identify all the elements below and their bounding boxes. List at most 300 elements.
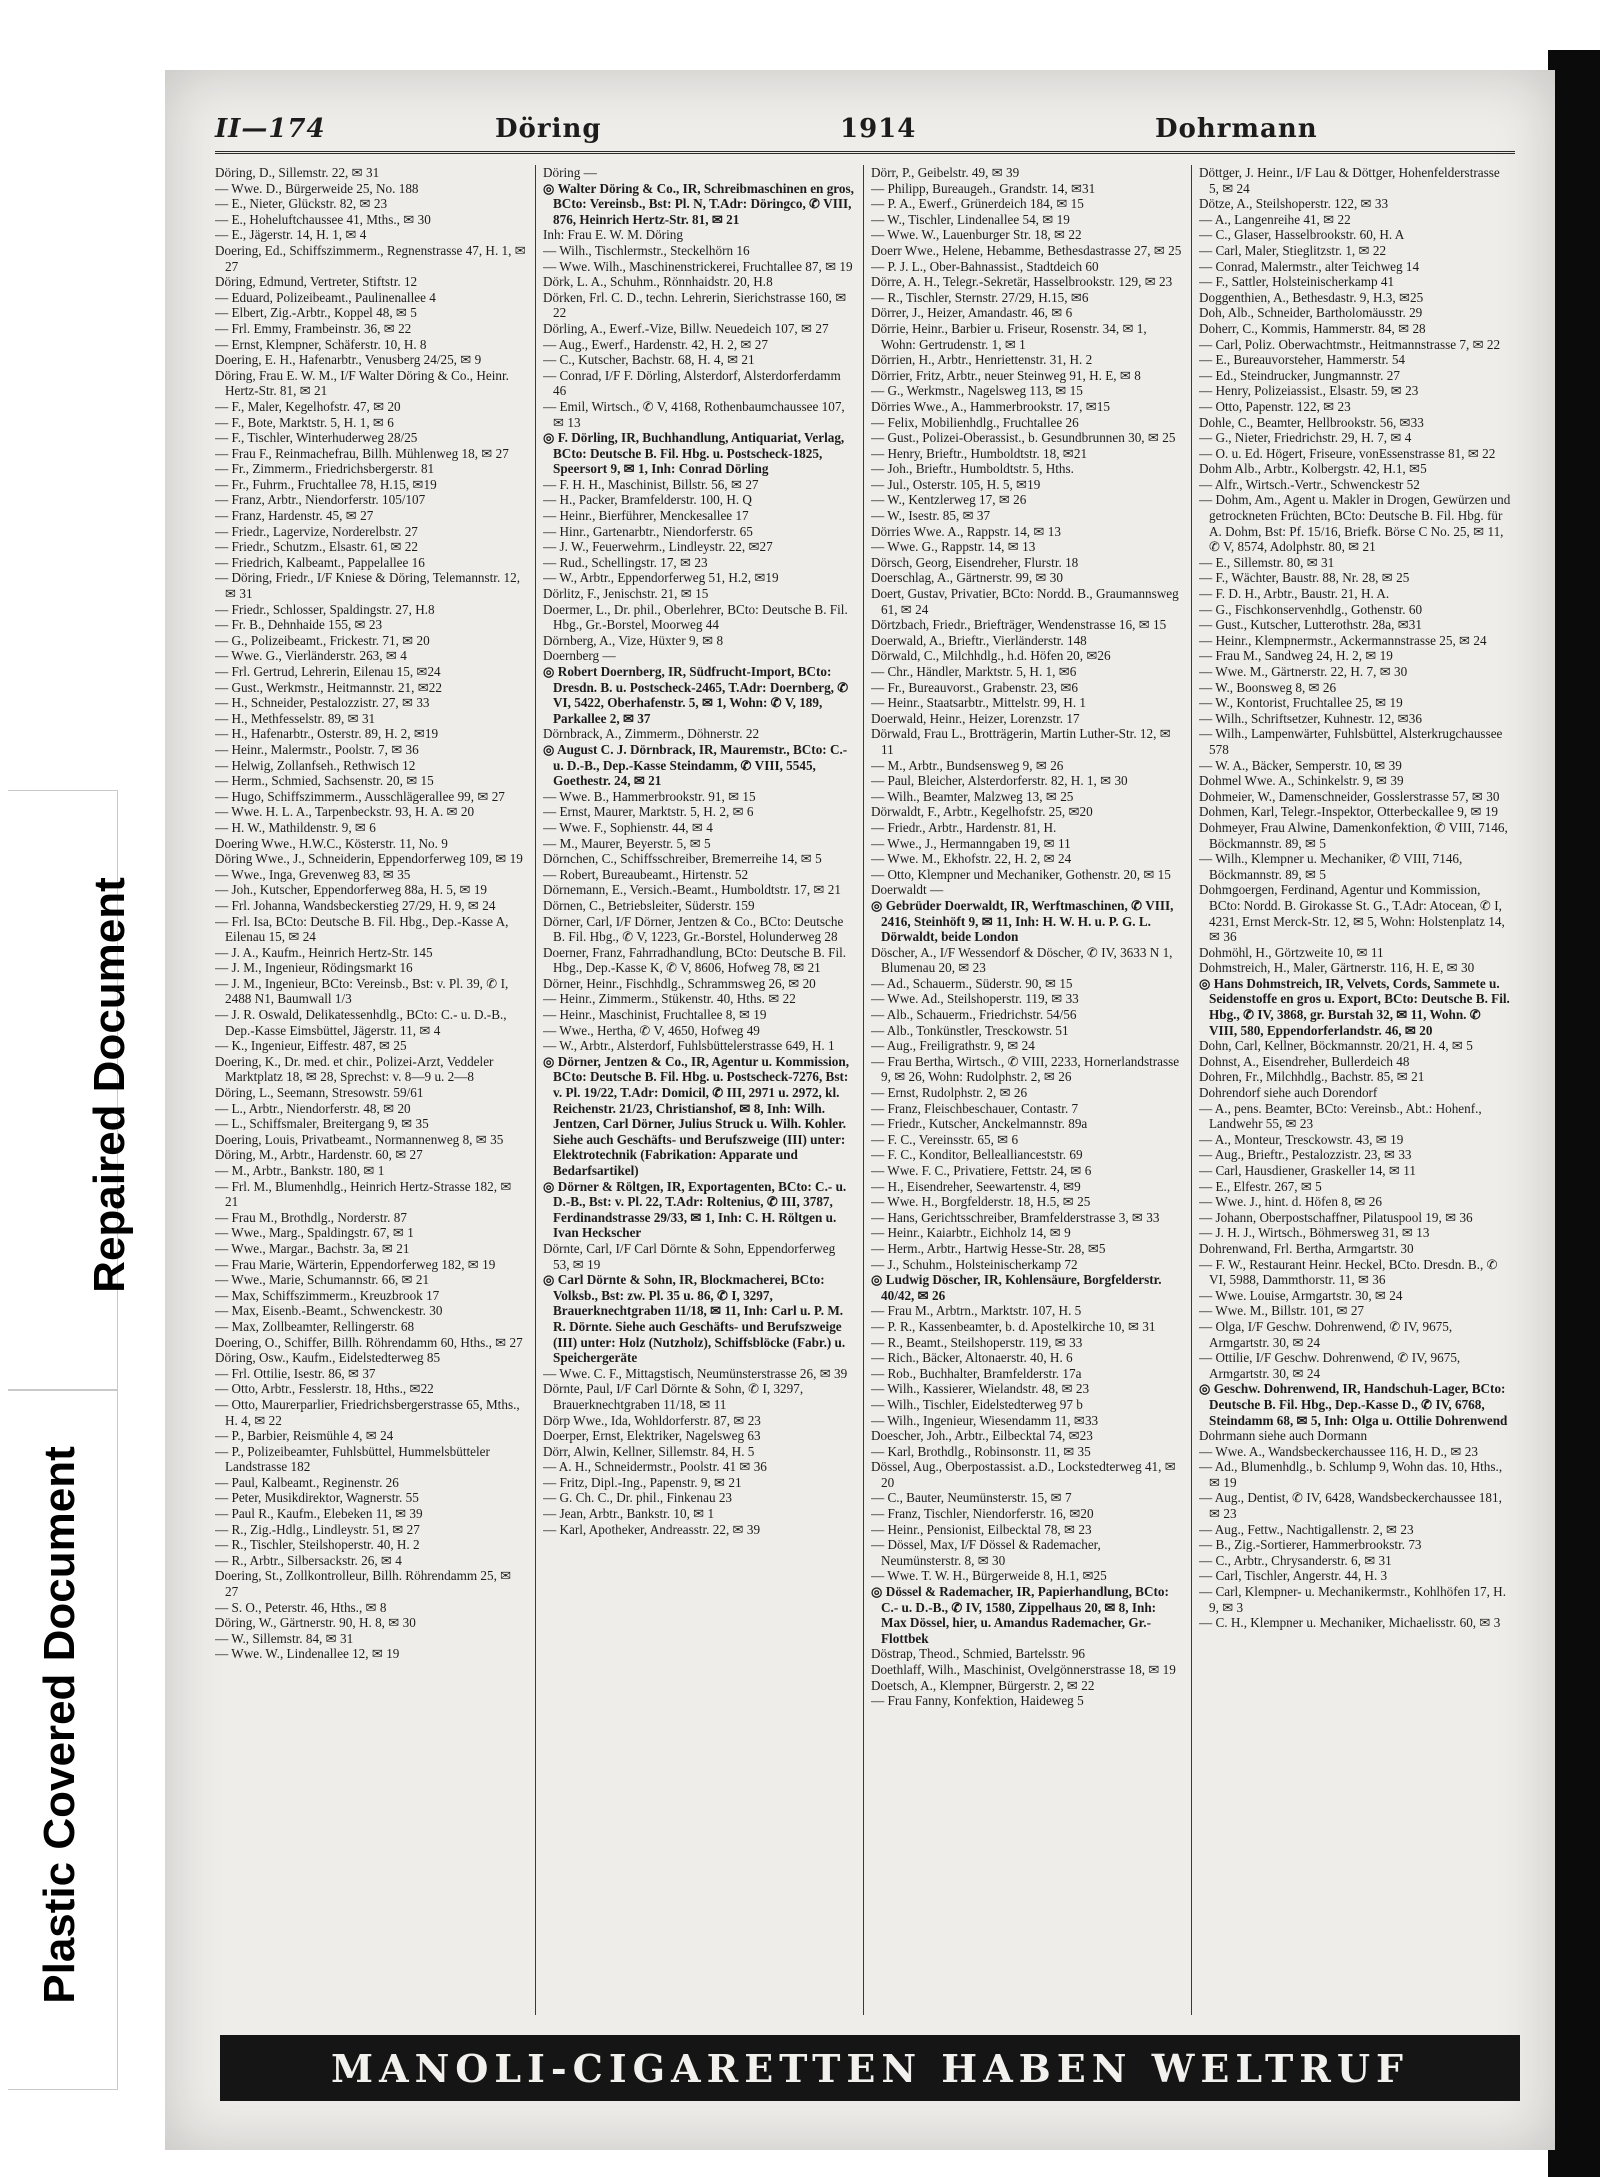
directory-entry: — Frau Bertha, Wirtsch., ✆ VIII, 2233, Hornerlandstrasse 9, ✉ 26, Wohn: Rudolphstr. 2, ✉ 26 (871, 1053, 1180, 1085)
directory-entry: Doerwald, Heinr., Heizer, Lorenzstr. 17 (871, 710, 1080, 726)
directory-entry: — Wwe., Hertha, ✆ V, 4650, Hofweg 49 (543, 1022, 760, 1038)
directory-entry: Dohrendorf siehe auch Dorendorf (1199, 1085, 1378, 1101)
directory-entry: — Aug., Freiligrathstr. 9, ✉ 24 (871, 1038, 1035, 1054)
directory-entry: — W., Kentzlerweg 17, ✉ 26 (871, 492, 1027, 508)
directory-entry: — Alb., Schauerm., Friedrichstr. 54/56 (871, 1007, 1077, 1023)
directory-entry: Doetsch, A., Klempner, Bürgerstr. 2, ✉ 22 (871, 1677, 1095, 1693)
directory-entry: — Frl. Johanna, Wandsbeckerstieg 27/29, H. 9, ✉ 24 (215, 897, 496, 913)
directory-entry: — F., Bote, Marktstr. 5, H. 1, ✉ 6 (215, 414, 394, 430)
directory-entry: — Wwe. B., Hammerbrookstr. 91, ✉ 15 (543, 788, 756, 804)
directory-entry: — Wwe., Margar., Bachstr. 3a, ✉ 21 (215, 1240, 410, 1256)
directory-entry: — Heinr., Malermstr., Poolstr. 7, ✉ 36 (215, 741, 419, 757)
directory-entry: — Wwe. C. F., Mittagstisch, Neumünsterstrasse 26, ✉ 39 (543, 1365, 848, 1381)
directory-entry: Dörrien, H., Arbtr., Henriettenstr. 31, H. 2 (871, 352, 1093, 368)
directory-page (165, 70, 1555, 2150)
directory-entry: — Franz, Arbtr., Niendorferstr. 105/107 (215, 492, 426, 508)
directory-entry: Dörries Wwe. A., Rappstr. 14, ✉ 13 (871, 523, 1061, 539)
directory-entry: Doerr Wwe., Helene, Hebamme, Bethesdastrasse 27, ✉ 25 (871, 242, 1182, 258)
directory-entry: — Friedr., Schutzm., Elsastr. 61, ✉ 22 (215, 539, 418, 555)
directory-entry: — Friedr., Lagervize, Norderelbstr. 27 (215, 523, 418, 539)
directory-entry: Dörken, Frl. C. D., techn. Lehrerin, Sierichstrasse 160, ✉ 22 (543, 289, 847, 321)
directory-entry: — G., Fischkonservenhdlg., Gothenstr. 60 (1199, 601, 1423, 617)
directory-entry: ◎ Walter Döring & Co., IR, Schreibmaschinen en gros, BCto: Vereinsb., Bst: Pl. N, T.Adr: Döringco, ✆ VIII, 876, Heinrich Hertz-Str. 81, ✉ 21 (543, 180, 854, 227)
directory-entry: — Paul R., Kaufm., Elebeken 11, ✉ 39 (215, 1506, 423, 1522)
directory-entry: — Rich., Bäcker, Altonaerstr. 40, H. 6 (871, 1350, 1073, 1366)
directory-entry: — Wwe., Marie, Schumannstr. 66, ✉ 21 (215, 1272, 430, 1288)
directory-entry: — Hinr., Gartenarbtr., Niendorferstr. 65 (543, 523, 753, 539)
directory-entry: — P., Polizeibeamter, Fuhlsbüttel, Hummelsbütteler Landstrasse 182 (215, 1443, 490, 1475)
directory-entry: — W., Boonsweg 8, ✉ 26 (1199, 679, 1337, 695)
directory-entry: — M., Arbtr., Bundsensweg 9, ✉ 26 (871, 757, 1064, 773)
directory-entry: — F., Wächter, Baustr. 88, Nr. 28, ✉ 25 (1199, 570, 1410, 586)
directory-entry: — Heinr., Zimmerm., Stükenstr. 40, Hths. ✉ 22 (543, 991, 796, 1007)
directory-entry: — Ad., Schauerm., Süderstr. 90, ✉ 15 (871, 975, 1073, 991)
directory-entry: — E., Jägerstr. 14, H. 1, ✉ 4 (215, 227, 367, 243)
directory-entry: — Heinr., Maschinist, Fruchtallee 8, ✉ 19 (543, 1007, 767, 1023)
directory-entry: — Wwe. M., Billstr. 101, ✉ 27 (1199, 1303, 1365, 1319)
directory-entry: — Conrad, I/F F. Dörling, Alsterdorf, Alsterdorferdamm 46 (543, 367, 841, 399)
directory-entry: — Friedr., Kutscher, Anckelmannstr. 89a (871, 1116, 1088, 1132)
directory-entry: — Herm., Schmied, Sachsenstr. 20, ✉ 15 (215, 773, 434, 789)
directory-entry: — Wilh., Schriftsetzer, Kuhnestr. 12, ✉36 (1199, 710, 1422, 726)
directory-entry: — J., Schuhm., Holsteinischerkamp 72 (871, 1256, 1078, 1272)
directory-entry: — A. H., Schneidermstr., Poolstr. 41 ✉ 36 (543, 1459, 767, 1475)
directory-entry: ◎ F. Dörling, IR, Buchhandlung, Antiquariat, Verlag, BCto: Deutsche B. Fil. Hbg. u. Postscheck-1825, Speersort 9, ✉ 1, Inh: Conrad Dörling (543, 430, 845, 477)
directory-entry: — Heinr., Kaiarbtr., Eichholz 14, ✉ 9 (871, 1225, 1071, 1241)
directory-entry: — Frl. Gertrud, Lehrerin, Eilenau 15, ✉24 (215, 664, 441, 679)
directory-entry: — W., Arbtr., Eppendorferweg 51, H.2, ✉19 (543, 570, 779, 586)
directory-entry: — E., Nieter, Glückstr. 82, ✉ 23 (215, 196, 388, 212)
directory-entry: Döstrap, Theod., Schmied, Bartelsstr. 96 (871, 1646, 1086, 1662)
directory-entry: — Carl, Poliz. Oberwachtmstr., Heitmannstrasse 7, ✉ 22 (1199, 336, 1501, 352)
columns (215, 165, 1515, 2015)
directory-entry: — Wilh., Tischler, Eidelstedterweg 97 b (871, 1396, 1083, 1412)
directory-entry: — Henry, Brieftr., Humboldtstr. 18, ✉21 (871, 445, 1088, 461)
directory-entry: — F., Tischler, Winterhuderweg 28/25 (215, 430, 418, 446)
directory-entry: — Ernst, Klempner, Schäferstr. 10, H. 8 (215, 336, 427, 352)
directory-entry: — C. H., Klempner u. Mechaniker, Michaelisstr. 60, ✉ 3 (1199, 1615, 1501, 1631)
directory-entry: Dörnen, C., Betriebsleiter, Süderstr. 159 (543, 897, 755, 913)
directory-entry: Dörlitz, F., Jenischstr. 21, ✉ 15 (543, 586, 709, 602)
directory-entry: — Philipp, Bureaugeh., Grandstr. 14, ✉31 (871, 180, 1096, 196)
header-left-word: Döring (495, 114, 602, 144)
directory-entry: Doerwald, A., Brieftr., Vierländerstr. 148 (871, 632, 1087, 648)
directory-entry: — F. W., Restaurant Heinr. Heckel, BCto. Dresdn. B., ✆ VI, 5988, Dammthorstr. 11, ✉ 36 (1199, 1256, 1498, 1288)
directory-entry: — J. M., Ingenieur, Rödingsmarkt 16 (215, 960, 413, 976)
directory-entry: — F. C., Konditor, Belleallianceststr. 69 (871, 1147, 1083, 1163)
directory-entry: — S. O., Peterstr. 46, Hths., ✉ 8 (215, 1599, 387, 1615)
directory-entry: Dohmstreich, H., Maler, Gärtnerstr. 116, H. E, ✉ 30 (1199, 960, 1475, 976)
directory-entry: — L., Arbtr., Niendorferstr. 48, ✉ 20 (215, 1100, 411, 1116)
column-rule (1191, 165, 1192, 2015)
directory-entry: — Wwe. Louise, Armgartstr. 30, ✉ 24 (1199, 1287, 1403, 1303)
directory-entry: — Carl, Hausdiener, Graskeller 14, ✉ 11 (1199, 1163, 1416, 1178)
directory-entry: — Heinr., Klempnermstr., Ackermannstrasse 25, ✉ 24 (1199, 632, 1487, 648)
directory-entry: — Alb., Tonkünstler, Tresckowstr. 51 (871, 1022, 1069, 1038)
directory-entry: — J. W., Feuerwehrm., Lindleystr. 22, ✉27 (543, 539, 773, 555)
directory-entry: Döring, L., Seemann, Stresowstr. 59/61 (215, 1085, 424, 1101)
directory-entry: — Wwe. W., Lindenallee 12, ✉ 19 (215, 1646, 400, 1662)
advertisement-banner: MANOLI-CIGARETTEN HABEN WELTRUF (220, 2035, 1520, 2101)
directory-entry: Dörries Wwe., A., Hammerbrookstr. 17, ✉15 (871, 398, 1110, 414)
directory-entry: — Döring, Friedr., I/F Kniese & Döring, Telemannstr. 12, ✉ 31 (215, 570, 521, 602)
directory-entry: — O. u. Ed. Högert, Friseure, vonEssenstrasse 81, ✉ 22 (1199, 445, 1496, 461)
directory-entry: — L., Schiffsmaler, Breitergang 9, ✉ 35 (215, 1116, 429, 1132)
directory-entry: Doert, Gustav, Privatier, BCto: Nordd. B., Graumannsweg 61, ✉ 24 (871, 586, 1179, 617)
directory-entry: — Wwe. H. L. A., Tarpenbeckstr. 93, H. A. ✉ 20 (215, 804, 475, 820)
directory-entry: Döring, Edmund, Vertreter, Stiftstr. 12 (215, 274, 418, 290)
directory-entry: — Chr., Händler, Marktstr. 5, H. 1, ✉6 (871, 664, 1077, 679)
directory-entry: Doering, E. H., Hafenarbtr., Venusberg 24/25, ✉ 9 (215, 352, 482, 368)
directory-entry: — Wilh., Tischlermstr., Steckelhörn 16 (543, 242, 750, 258)
directory-entry: — Fr. B., Dehnhaide 155, ✉ 23 (215, 617, 383, 633)
directory-entry: — H., Packer, Bramfelderstr. 100, H. Q (543, 492, 752, 508)
directory-entry: Döring, Osw., Kaufm., Eidelstedterweg 85 (215, 1350, 441, 1366)
directory-entry: Doethlaff, Wilh., Maschinist, Ovelgönnerstrasse 18, ✉ 19 (871, 1662, 1176, 1677)
directory-entry: ◎ Dörner, Jentzen & Co., IR, Agentur u. Kommission, BCto: Deutsche B. Fil. Hbg. u. Postscheck-7276, Bst: v. Pl. 19/22, T.Adr: Domicil, ✆ III, 2971 u. 2972, kl. Reichenstr. 21/23, Christianshof, ✉ 8, Inh: Wilh. Jentzen, Carl Dörner, Julius Struck u. Wilh. Kohler. Siehe auch Geschäfts- und Berufszweige (III) unter: Elektrotechnik (Fabrikation: Apparate und Bedarfsartikel) (543, 1053, 850, 1178)
directory-entry: — Dössel, Max, I/F Dössel & Rademacher, Neumünsterstr. 8, ✉ 30 (871, 1537, 1101, 1568)
directory-entry: — W., Isestr. 85, ✉ 37 (871, 508, 991, 524)
directory-entry: — Wwe., J., Hermanngaben 19, ✉ 11 (871, 835, 1071, 851)
column-1 (215, 165, 527, 2015)
directory-entry: — Fr., Zimmerm., Friedrichsbergerstr. 81 (215, 461, 435, 477)
directory-entry: — Heinr., Bierführer, Menckesallee 17 (543, 508, 749, 524)
directory-entry: — A., pens. Beamter, BCto: Vereinsb., Abt.: Hohenf., Landwehr 55, ✉ 23 (1199, 1100, 1482, 1132)
directory-entry: — Wilh., Ingenieur, Wiesendamm 11, ✉33 (871, 1412, 1099, 1428)
directory-entry: — Frau Fanny, Konfektion, Haideweg 5 (871, 1693, 1084, 1709)
directory-entry: — Otto, Papenstr. 122, ✉ 23 (1199, 398, 1351, 414)
directory-entry: — F. H. H., Maschinist, Billstr. 56, ✉ 27 (543, 476, 759, 492)
directory-entry: Doh, Alb., Schneider, Bartholomäusstr. 29 (1199, 305, 1423, 321)
directory-entry: — G., Nieter, Friedrichstr. 29, H. 7, ✉ 4 (1199, 430, 1412, 446)
directory-entry: — W., Arbtr., Alsterdorf, Fuhlsbüttelerstrasse 649, H. 1 (543, 1038, 835, 1054)
directory-entry: — Wwe. D., Bürgerweide 25, No. 188 (215, 180, 419, 196)
directory-entry: — Helwig, Zollanfseh., Rethwisch 12 (215, 757, 416, 773)
directory-entry: Döring — (543, 165, 597, 180)
directory-entry: — R., Beamt., Steilshoperstr. 119, ✉ 33 (871, 1334, 1083, 1350)
directory-entry: — W., Sillemstr. 84, ✉ 31 (215, 1630, 354, 1646)
directory-entry: — Wilh., Lampenwärter, Fuhlsbüttel, Alsterkrugchaussee 578 (1199, 726, 1503, 757)
directory-entry: — Aug., Fettw., Nachtigallenstr. 2, ✉ 23 (1199, 1521, 1414, 1537)
directory-entry: Dohrmann siehe auch Dormann (1199, 1428, 1368, 1444)
directory-entry: — Heinr., Staatsarbtr., Mittelstr. 99, H. 1 (871, 695, 1087, 711)
directory-entry: — F., Maler, Kegelhofstr. 47, ✉ 20 (215, 398, 401, 414)
directory-entry: — Hans, Gerichtsschreiber, Bramfelderstrasse 3, ✉ 33 (871, 1209, 1160, 1225)
directory-entry: Dörner, Carl, I/F Dörner, Jentzen & Co., BCto: Deutsche B. Fil. Hbg., ✆ V, 1223, Gr.-Borstel, Holunderweg 28 (543, 913, 844, 945)
directory-entry: — Carl, Maler, Stieglitzstr. 1, ✉ 22 (1199, 242, 1387, 258)
directory-entry: — Joh., Brieftr., Humboldtstr. 5, Hths. (871, 461, 1074, 477)
directory-entry: ◎ Dörner & Röltgen, IR, Exportagenten, BCto: C.- u. D.-B., Bst: v. Pl. 22, T.Adr: Roltenius, ✆ III, 3787, Ferdinandstrasse 29/33, ✉ 1, Inh: C. H. Röltgen u. Ivan Heckscher (543, 1178, 847, 1241)
directory-entry: — Max, Schiffszimmerm., Kreuzbrook 17 (215, 1287, 440, 1303)
directory-entry: — Peter, Musikdirektor, Wagnerstr. 55 (215, 1490, 419, 1506)
directory-entry: — Felix, Mobilienhdlg., Fruchtallee 26 (871, 414, 1079, 430)
directory-entry: — J. H. J., Wirtsch., Böhmersweg 31, ✉ 13 (1199, 1225, 1430, 1241)
directory-entry: Dörwaldt, F., Arbtr., Kegelhofstr. 25, ✉20 (871, 804, 1093, 820)
directory-entry: — Hugo, Schiffszimmerm., Ausschlägerallee 99, ✉ 27 (215, 788, 505, 804)
directory-entry: Dörr, Alwin, Kellner, Sillemstr. 84, H. 5 (543, 1443, 755, 1459)
directory-entry: Doerschlag, A., Gärtnerstr. 99, ✉ 30 (871, 570, 1063, 586)
directory-entry: Dörnemann, E., Versich.-Beamt., Humboldtstr. 17, ✉ 21 (543, 882, 841, 898)
directory-entry: Doerper, Ernst, Elektriker, Nagelsweg 63 (543, 1428, 761, 1444)
directory-entry: Dörrer, J., Heizer, Amandastr. 46, ✉ 6 (871, 305, 1073, 321)
directory-entry: — Wwe. T. W. H., Bürgerweide 8, H.1, ✉25 (871, 1568, 1107, 1584)
directory-entry: — P. J. L., Ober-Bahnassist., Stadtdeich 60 (871, 258, 1099, 274)
directory-entry: — A., Monteur, Tresckowstr. 43, ✉ 19 (1199, 1131, 1404, 1147)
directory-entry: — Herm., Arbtr., Hartwig Hesse-Str. 28, ✉5 (871, 1240, 1106, 1256)
directory-entry: — Max, Eisenb.-Beamt., Schwenckestr. 30 (215, 1303, 443, 1319)
directory-entry: ◎ Carl Dörnte & Sohn, IR, Blockmacherei, BCto: Volksb., Bst: zw. Pl. 35 u. 86, ✆ I, 3297, Brauerknechtgraben 11/18, ✉ 11, Inh: Carl u. P. M. R. Dörnte. Siehe auch Geschäfts- und Berufszweige (III) unter: Holz (Nutzholz), Schiffsblöcke (Fabr.) u. Speichergeräte (543, 1272, 846, 1366)
directory-entry: — Carl, Klempner- u. Mechanikermstr., Kohlhöfen 17, H. 9, ✉ 3 (1199, 1584, 1507, 1615)
directory-entry: Dörtzbach, Friedr., Briefträger, Wendenstrasse 16, ✉ 15 (871, 617, 1167, 633)
directory-entry: — R., Arbtr., Silbersackstr. 26, ✉ 4 (215, 1552, 402, 1568)
directory-entry: — Wwe. M., Ekhofstr. 22, H. 2, ✉ 24 (871, 851, 1072, 867)
directory-entry: — Ernst, Rudolphstr. 2, ✉ 26 (871, 1085, 1028, 1101)
directory-entry: — G. Ch. C., Dr. phil., Finkenau 23 (543, 1490, 733, 1506)
directory-entry: Dörnchen, C., Schiffsschreiber, Bremerreihe 14, ✉ 5 (543, 851, 822, 867)
directory-entry: Doernberg — (543, 648, 616, 664)
directory-entry: Dohmöhl, H., Görtzweite 10, ✉ 11 (1199, 944, 1384, 960)
plastic-label: Plastic Covered Document (35, 1446, 84, 2004)
directory-entry: Doering, Louis, Privatbeamt., Normannenweg 8, ✉ 35 (215, 1131, 504, 1147)
directory-entry: — Gust., Werkmstr., Heitmannstr. 21, ✉22 (215, 679, 442, 695)
directory-entry: — F. D. H., Arbtr., Baustr. 21, H. A. (1199, 586, 1390, 602)
directory-entry: — Wilh., Klempner u. Mechaniker, ✆ VIII, 7146, Böckmannstr. 89, ✉ 5 (1199, 851, 1463, 882)
directory-entry: — Wwe. Ad., Steilshoperstr. 119, ✉ 33 (871, 991, 1079, 1007)
directory-entry: — Henry, Polizeiassist., Elsastr. 59, ✉ 23 (1199, 383, 1419, 399)
page-number: II—174 (215, 114, 326, 144)
directory-entry: Dörwald, Frau L., Brotträgerin, Martin Luther-Str. 12, ✉ 11 (871, 726, 1171, 757)
directory-entry: ◎ Ludwig Döscher, IR, Kohlensäure, Borgfelderstr. 40/42, ✉ 26 (871, 1272, 1162, 1303)
directory-entry: — H., Schneider, Pestalozzistr. 27, ✉ 33 (215, 695, 430, 711)
directory-entry: — J. M., Ingenieur, BCto: Vereinsb., Bst: v. Pl. 39, ✆ I, 2488 N1, Baumwall 1/3 (215, 975, 509, 1007)
scanner-edge (1548, 50, 1600, 2177)
directory-entry: Dohm Alb., Arbtr., Kolbergstr. 42, H.1, ✉5 (1199, 461, 1427, 477)
header-year: 1914 (840, 114, 917, 144)
directory-entry: — Fr., Bureauvorst., Grabenstr. 23, ✉6 (871, 679, 1079, 695)
directory-entry: ◎ Geschw. Dohrenwend, IR, Handschuh-Lager, BCto: Deutsche B. Fil. Hbg., Dep.-Kasse D., ✆ IV, 6768, Steindamm 68, ✉ 5, Inh: Olga u. Ottilie Dohrenwend (1199, 1381, 1508, 1428)
directory-entry: — A., Langenreihe 41, ✉ 22 (1199, 211, 1351, 227)
directory-entry: — W., Tischler, Lindenallee 54, ✉ 19 (871, 211, 1070, 227)
directory-entry: — Gust., Polizei-Oberassist., b. Gesundbrunnen 30, ✉ 25 (871, 430, 1176, 446)
directory-entry: Dörnberg, A., Vize, Hüxter 9, ✉ 8 (543, 632, 724, 648)
directory-entry: — B., Zig.-Sortierer, Hammerbrookstr. 73 (1199, 1537, 1422, 1553)
directory-entry: ◎ Gebrüder Doerwaldt, IR, Werftmaschinen, ✆ VIII, 2416, Steinhöft 9, ✉ 11, Inh: H. W. H. u. P. G. L. Dörwaldt, beide London (871, 897, 1174, 945)
directory-entry: — Gust., Kutscher, Lutterothstr. 28a, ✉31 (1199, 617, 1422, 633)
directory-entry: — Frau M., Arbtrn., Marktstr. 107, H. 5 (871, 1303, 1082, 1319)
directory-entry: — Wwe., Marg., Spaldingstr. 67, ✉ 1 (215, 1225, 414, 1241)
directory-entry: Dörk, L. A., Schuhm., Rönnhaidstr. 20, H.8 (543, 274, 773, 290)
directory-entry: — Jean, Arbtr., Bankstr. 10, ✉ 1 (543, 1506, 715, 1522)
directory-entry: Inh: Frau E. W. M. Döring (543, 227, 683, 243)
directory-entry: Dörnte, Paul, I/F Carl Dörnte & Sohn, ✆ I, 3297, Brauerknechtgraben 11/18, ✉ 11 (543, 1381, 804, 1412)
directory-entry: — Eduard, Polizeibeamt., Paulinenallee 4 (215, 289, 436, 305)
directory-entry: — Rud., Schellingstr. 17, ✉ 23 (543, 554, 708, 570)
directory-entry: Dörsch, Georg, Eisendreher, Flurstr. 18 (871, 554, 1079, 570)
directory-entry: — Wwe. W., Lauenburger Str. 18, ✉ 22 (871, 227, 1082, 243)
directory-entry: Dörrier, Fritz, Arbtr., neuer Steinweg 91, H. E, ✉ 8 (871, 367, 1141, 383)
directory-entry: Dohren, Fr., Milchhdlg., Bachstr. 85, ✉ 21 (1199, 1069, 1425, 1085)
directory-entry: — F., Sattler, Holsteinischerkamp 41 (1199, 274, 1395, 290)
directory-entry: Dörrie, Heinr., Barbier u. Friseur, Rosenstr. 34, ✉ 1, Wohn: Gertrudenstr. 1, ✉ 1 (871, 320, 1147, 352)
directory-entry: Dörner, Heinr., Fischhdlg., Schrammsweg 26, ✉ 20 (543, 975, 816, 991)
directory-entry: Dössel, Aug., Oberpostassist. a.D., Lockstedterweg 41, ✉ 20 (871, 1459, 1176, 1490)
directory-entry: Dörnte, Carl, I/F Carl Dörnte & Sohn, Eppendorferweg 53, ✉ 19 (543, 1240, 836, 1272)
directory-entry: — Conrad, Malermstr., alter Teichweg 14 (1199, 258, 1420, 274)
directory-entry: — P. A., Ewerf., Grünerdeich 184, ✉ 15 (871, 196, 1084, 212)
directory-entry: — Dohm, Am., Agent u. Makler in Drogen, Gewürzen und getrockneten Früchten, BCto: Deutsche B. Fil. Hbg. für A. Dohm, Bst: Pf. 15/16, Briefk. Börse C No. 25, ✉ 11, ✆ V, 8574, Adolphstr. 80, ✉ 21 (1199, 492, 1511, 555)
directory-entry: — Heinr., Pensionist, Eilbecktal 78, ✉ 23 (871, 1521, 1092, 1537)
directory-entry: — E., Sillemstr. 80, ✉ 31 (1199, 554, 1335, 570)
directory-entry: — Aug., Dentist, ✆ IV, 6428, Wandsbeckerchaussee 181, ✉ 23 (1199, 1490, 1502, 1522)
directory-entry: Doering, St., Zollkontrolleur, Billh. Röhrendamm 25, ✉ 27 (215, 1568, 512, 1600)
directory-entry: ◎ August C. J. Dörnbrack, IR, Mauremstr., BCto: C.- u. D.-B., Dep.-Kasse Steindamm, ✆ VIII, 5545, Goethestr. 24, ✉ 21 (543, 741, 848, 789)
directory-entry: — Wwe. J., hint. d. Höfen 8, ✉ 26 (1199, 1194, 1382, 1210)
directory-entry: — Alfr., Wirtsch.-Vertr., Schwenckestr 52 (1199, 476, 1420, 492)
directory-entry: — G., Werkmstr., Nagelsweg 113, ✉ 15 (871, 383, 1083, 399)
directory-entry: ◎ Robert Doernberg, IR, Südfrucht-Import, BCto: Dresdn. B. u. Postscheck-2465, T.Adr: Doernberg, ✆ VI, 5422, Oberhafenstr. 5, ✉ 1, Wohn: ✆ V, 189, Parkallee 2, ✉ 37 (543, 664, 849, 726)
directory-entry: — W., Kontorist, Fruchtallee 25, ✉ 19 (1199, 695, 1403, 711)
directory-entry: — H., Hafenarbtr., Osterstr. 89, H. 2, ✉19 (215, 726, 439, 742)
directory-entry: — Olga, I/F Geschw. Dohrenwend, ✆ IV, 9675, Armgartstr. 30, ✉ 24 (1199, 1318, 1453, 1350)
directory-entry: — P. R., Kassenbeamter, b. d. Apostelkirche 10, ✉ 31 (871, 1318, 1156, 1334)
directory-entry: Doermer, L., Dr. phil., Oberlehrer, BCto: Deutsche B. Fil. Hbg., Gr.-Borstel, Moorweg 44 (543, 601, 848, 633)
directory-entry: Doescher, Joh., Arbtr., Eilbecktal 74, ✉23 (871, 1428, 1093, 1444)
directory-entry: Dörling, A., Ewerf.-Vize, Billw. Neuedeich 107, ✉ 27 (543, 320, 829, 336)
directory-entry: — C., Bauter, Neumünsterstr. 15, ✉ 7 (871, 1490, 1072, 1506)
header-right-word: Dohrmann (1155, 114, 1318, 144)
directory-entry: — Karl, Apotheker, Andreasstr. 22, ✉ 39 (543, 1521, 761, 1537)
directory-entry: — H., Methfesselstr. 89, ✉ 31 (215, 710, 376, 726)
directory-entry: — Aug., Ewerf., Hardenstr. 42, H. 2, ✉ 27 (543, 336, 768, 352)
directory-entry: — Friedr., Arbtr., Hardenstr. 81, H. (871, 819, 1057, 835)
directory-entry: — Wwe. F., Sophienstr. 44, ✉ 4 (543, 819, 713, 835)
directory-entry: — Jul., Osterstr. 105, H. 5, ✉19 (871, 476, 1041, 492)
directory-entry: Doerwaldt — (871, 882, 944, 898)
directory-entry: — R., Tischler, Steilshoperstr. 40, H. 2 (215, 1537, 420, 1553)
directory-entry: Doherr, C., Kommis, Hammerstr. 84, ✉ 28 (1199, 320, 1426, 336)
directory-entry: Dötze, A., Steilshoperstr. 122, ✉ 33 (1199, 196, 1389, 212)
column-2 (543, 165, 855, 2015)
directory-entry: Döscher, A., I/F Wessendorf & Döscher, ✆ IV, 3633 N 1, Blumenau 20, ✉ 23 (871, 944, 1173, 976)
page-header (215, 110, 1515, 154)
directory-entry: Dohle, C., Beamter, Hellbrookstr. 56, ✉33 (1199, 414, 1424, 430)
directory-entry: — Frau M., Sandweg 24, H. 2, ✉ 19 (1199, 648, 1393, 664)
directory-entry: — Paul, Bleicher, Alsterdorferstr. 82, H. 1, ✉ 30 (871, 773, 1128, 789)
directory-entry: Dohnst, A., Eisendreher, Bullerdeich 48 (1199, 1053, 1410, 1069)
directory-entry: Dörwald, C., Milchhdlg., h.d. Höfen 20, ✉26 (871, 648, 1111, 664)
directory-entry: — R., Tischler, Sternstr. 27/29, H.15, ✉6 (871, 289, 1089, 305)
column-3 (871, 165, 1183, 2015)
directory-entry: Dörre, A. H., Telegr.-Sekretär, Hasselbrookstr. 129, ✉ 23 (871, 274, 1173, 290)
directory-entry: — Fritz, Dipl.-Ing., Papenstr. 9, ✉ 21 (543, 1474, 742, 1490)
directory-entry: — E., Elfestr. 267, ✉ 5 (1199, 1178, 1322, 1194)
directory-entry: — Emil, Wirtsch., ✆ V, 4168, Rothenbaumchaussee 107, ✉ 13 (543, 398, 845, 430)
directory-entry: — Johann, Oberpostschaffner, Pilatuspool 19, ✉ 36 (1199, 1209, 1473, 1225)
directory-entry: Doering, O., Schiffer, Billh. Röhrendamm 60, Hths., ✉ 27 (215, 1334, 523, 1350)
directory-entry: — Franz, Hardenstr. 45, ✉ 27 (215, 508, 374, 524)
directory-entry: — Frau Marie, Wärterin, Eppendorferweg 182, ✉ 19 (215, 1256, 496, 1272)
directory-entry: Doggenthien, A., Bethesdastr. 9, H.3, ✉25 (1199, 289, 1424, 305)
directory-entry: — C., Glaser, Hasselbrookstr. 60, H. A (1199, 227, 1405, 243)
directory-entry: — H. W., Mathildenstr. 9, ✉ 6 (215, 819, 376, 835)
directory-entry: Dohmen, Karl, Telegr.-Inspektor, Otterbeckallee 9, ✉ 19 (1199, 804, 1499, 820)
directory-entry: — Frl. Emmy, Frambeinstr. 36, ✉ 22 (215, 320, 412, 336)
directory-entry: — C., Arbtr., Chrysanderstr. 6, ✉ 31 (1199, 1552, 1392, 1568)
directory-entry: — Frl. Ottilie, Isestr. 86, ✉ 37 (215, 1365, 376, 1381)
directory-entry: — Wwe. G., Vierländerstr. 263, ✉ 4 (215, 648, 407, 664)
directory-entry: Dohmeier, W., Damenschneider, Gosslerstrasse 57, ✉ 30 (1199, 788, 1500, 804)
directory-entry: — Otto, Arbtr., Fesslerstr. 18, Hths., ✉22 (215, 1381, 434, 1397)
directory-entry: Dohmeyer, Frau Alwine, Damenkonfektion, ✆ VIII, 7146, Böckmannstr. 89, ✉ 5 (1199, 819, 1508, 851)
directory-entry: — Friedr., Schlosser, Spaldingstr. 27, H.8 (215, 601, 435, 617)
column-rule (863, 165, 864, 2015)
directory-entry: — K., Ingenieur, Eiffestr. 487, ✉ 25 (215, 1038, 407, 1054)
directory-entry: — Wwe. Wilh., Maschinenstrickerei, Fruchtallee 87, ✉ 19 (543, 258, 853, 274)
directory-entry: — Wwe. H., Borgfelderstr. 18, H.5, ✉ 25 (871, 1194, 1091, 1210)
directory-entry: Doering Wwe., H.W.C., Kösterstr. 11, No. 9 (215, 835, 448, 851)
directory-entry: — Otto, Maurerparlier, Friedrichsbergerstrasse 65, Mths., H. 4, ✉ 22 (215, 1396, 520, 1428)
directory-entry: — Wwe. A., Wandsbeckerchaussee 116, H. D., ✉ 23 (1199, 1443, 1478, 1459)
directory-entry: Doering, Ed., Schiffszimmerm., Regnenstrasse 47, H. 1, ✉ 27 (215, 242, 526, 274)
directory-entry: — Wwe. F. C., Privatiere, Fettstr. 24, ✉ 6 (871, 1163, 1092, 1178)
directory-entry: Döring, Frau E. W. M., I/F Walter Döring & Co., Heinr. Hertz-Str. 81, ✉ 21 (215, 367, 509, 399)
directory-entry: Doering, K., Dr. med. et chir., Polizei-Arzt, Veddeler Marktplatz 18, ✉ 28, Sprechst: v. 8—9 u. 2—8 (215, 1053, 494, 1085)
directory-entry: — W. A., Bäcker, Semperstr. 10, ✉ 39 (1199, 757, 1402, 773)
directory-entry: Döttger, J. Heinr., I/F Lau & Döttger, Hohenfelderstrasse 5, ✉ 24 (1199, 165, 1500, 196)
directory-entry: Dörnbrack, A., Zimmerm., Döhnerstr. 22 (543, 726, 760, 742)
directory-entry: — P., Barbier, Reismühle 4, ✉ 24 (215, 1428, 394, 1444)
directory-entry: — Ed., Steindrucker, Jungmannstr. 27 (1199, 367, 1400, 383)
directory-entry: — Aug., Brieftr., Pestalozzistr. 23, ✉ 33 (1199, 1147, 1412, 1163)
directory-entry: — R., Zig.-Hdlg., Lindleystr. 51, ✉ 27 (215, 1521, 420, 1537)
directory-entry: — Rob., Buchhalter, Bramfelderstr. 17a (871, 1365, 1082, 1381)
directory-entry: — Franz, Tischler, Niendorferstr. 16, ✉20 (871, 1506, 1094, 1522)
column-4 (1199, 165, 1511, 2015)
directory-entry: — Ottilie, I/F Geschw. Dohrenwend, ✆ IV, 9675, Armgartstr. 30, ✉ 24 (1199, 1350, 1461, 1381)
directory-entry: — Friedrich, Kalbeamt., Pappelallee 16 (215, 554, 425, 570)
directory-entry: Doerner, Franz, Fahrradhandlung, BCto: Deutsche B. Fil. Hbg., Dep.-Kasse K, ✆ V, 8606, Hofweg 78, ✉ 21 (543, 944, 847, 976)
directory-entry: — Ernst, Maurer, Marktstr. 5, H. 2, ✉ 6 (543, 804, 754, 820)
directory-entry: Döring, W., Gärtnerstr. 90, H. 8, ✉ 30 (215, 1615, 416, 1631)
directory-entry: Döring, D., Sillemstr. 22, ✉ 31 (215, 165, 380, 180)
directory-entry: — Karl, Brothdlg., Robinsonstr. 11, ✉ 35 (871, 1443, 1091, 1459)
directory-entry: — E., Hoheluftchaussee 41, Mths., ✉ 30 (215, 211, 431, 227)
directory-entry: — F. C., Vereinsstr. 65, ✉ 6 (871, 1131, 1019, 1147)
repaired-label: Repaired Document (85, 877, 134, 1293)
directory-entry: — M., Arbtr., Bankstr. 180, ✉ 1 (215, 1163, 385, 1178)
directory-entry: — Wilh., Kassierer, Wielandstr. 48, ✉ 23 (871, 1381, 1090, 1397)
directory-entry: — H., Eisendreher, Seewartenstr. 4, ✉9 (871, 1178, 1081, 1194)
directory-entry: — Wwe. G., Rappstr. 14, ✉ 13 (871, 539, 1036, 555)
directory-entry: ◎ Hans Dohmstreich, IR, Velvets, Cords, Sammete u. Seidenstoffe en gros u. Export, BCto: Deutsche B. Fil. Hbg., ✆ IV, 3868, gr. Burstah 32, ✉ 11, Wohn. ✆ VIII, 580, Eppendorferlandstr. 46, ✉ 20 (1199, 975, 1510, 1038)
directory-entry: — Elbert, Zig.-Arbtr., Koppel 48, ✉ 5 (215, 305, 417, 321)
directory-entry: — Carl, Tischler, Angerstr. 44, H. 3 (1199, 1568, 1388, 1584)
directory-entry: — Frau M., Brothdlg., Norderstr. 87 (215, 1209, 407, 1225)
directory-entry: — J. A., Kaufm., Heinrich Hertz-Str. 145 (215, 944, 433, 960)
directory-entry: — Fr., Fuhrm., Fruchtallee 78, H.15, ✉19 (215, 476, 437, 492)
directory-entry: — Franz, Fleischbeschauer, Contastr. 7 (871, 1100, 1079, 1116)
directory-entry: — Frl. M., Blumenhdlg., Heinrich Hertz-Strasse 182, ✉ 21 (215, 1178, 512, 1210)
directory-entry: — Wilh., Beamter, Malzweg 13, ✉ 25 (871, 788, 1074, 804)
directory-entry: — Max, Zollbeamter, Rellingerstr. 68 (215, 1318, 415, 1334)
directory-entry: — C., Kutscher, Bachstr. 68, H. 4, ✉ 21 (543, 352, 755, 368)
column-rule (535, 165, 536, 2015)
directory-entry: — Wwe., Inga, Grevenweg 83, ✉ 35 (215, 866, 411, 882)
directory-entry: Döring, M., Arbtr., Hardenstr. 60, ✉ 27 (215, 1147, 423, 1163)
directory-entry: — Joh., Kutscher, Eppendorferweg 88a, H. 5, ✉ 19 (215, 882, 488, 898)
directory-entry: — E., Bureauvorsteher, Hammerstr. 54 (1199, 352, 1406, 368)
directory-entry: Döring Wwe., J., Schneiderin, Eppendorferweg 109, ✉ 19 (215, 851, 523, 867)
